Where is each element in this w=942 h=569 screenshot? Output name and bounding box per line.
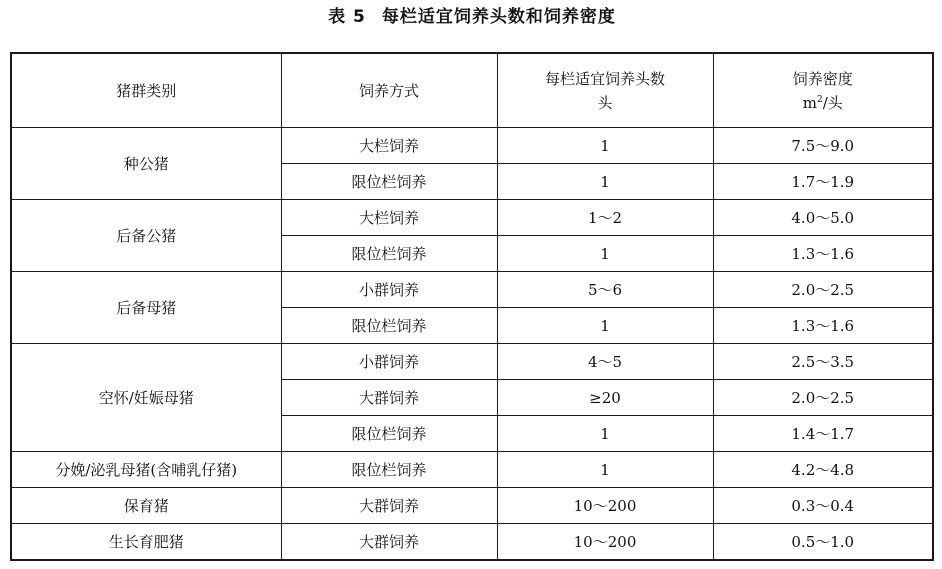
heads-cell: ≥20 [497, 380, 713, 416]
heads-cell: 1 [497, 128, 713, 164]
header-density-label: 饲养密度 [792, 69, 853, 88]
table-caption: 每栏适宜饲养头数和饲养密度 [381, 7, 616, 27]
unit-base: m [802, 93, 817, 112]
density-cell: 2.0～2.5 [713, 272, 933, 308]
method-cell: 限位栏饲养 [281, 416, 497, 452]
density-cell: 1.7～1.9 [713, 164, 933, 200]
heads-cell: 10～200 [497, 488, 713, 524]
header-row [11, 53, 933, 128]
header-method: 饲养方式 [281, 53, 497, 128]
category-cell: 分娩/泌乳母猪(含哺乳仔猪) [11, 452, 281, 488]
category-cell: 后备公猪 [11, 200, 281, 272]
method-cell: 大群饲养 [281, 380, 497, 416]
category-cell: 保育猪 [11, 488, 281, 524]
heads-cell: 5～6 [497, 272, 713, 308]
method-cell: 限位栏饲养 [281, 236, 497, 272]
density-cell: 4.0～5.0 [713, 200, 933, 236]
density-cell: 0.3～0.4 [713, 488, 933, 524]
category-cell: 空怀/妊娠母猪 [11, 344, 281, 452]
table-row [11, 128, 933, 164]
method-cell: 大栏饲养 [281, 128, 497, 164]
header-heads-label: 每栏适宜饲养头数 [544, 69, 665, 88]
density-table [10, 52, 934, 561]
method-cell: 限位栏饲养 [281, 452, 497, 488]
method-cell: 限位栏饲养 [281, 308, 497, 344]
density-cell: 2.5～3.5 [713, 344, 933, 380]
table-row [11, 272, 933, 308]
table-number: 表 5 [328, 7, 366, 27]
header-category: 猪群类别 [11, 53, 281, 128]
table-row [11, 524, 933, 561]
table-row [11, 488, 933, 524]
category-cell: 后备母猪 [11, 272, 281, 344]
density-cell: 1.3～1.6 [713, 308, 933, 344]
table-title [0, 4, 942, 30]
method-cell: 大群饲养 [281, 488, 497, 524]
table-row [11, 344, 933, 380]
method-cell: 大群饲养 [281, 524, 497, 561]
header-density [713, 53, 933, 128]
method-cell: 小群饲养 [281, 272, 497, 308]
table-body [11, 128, 933, 561]
category-cell: 生长育肥猪 [11, 524, 281, 561]
category-cell: 种公猪 [11, 128, 281, 200]
method-cell: 大栏饲养 [281, 200, 497, 236]
heads-cell: 1 [497, 452, 713, 488]
heads-cell: 4～5 [497, 344, 713, 380]
header-heads-unit: 头 [597, 93, 613, 112]
table-row [11, 452, 933, 488]
heads-cell: 1 [497, 236, 713, 272]
method-cell: 小群饲养 [281, 344, 497, 380]
density-cell: 4.2～4.8 [713, 452, 933, 488]
heads-cell: 1 [497, 416, 713, 452]
heads-cell: 10～200 [497, 524, 713, 561]
density-cell: 1.3～1.6 [713, 236, 933, 272]
density-cell: 0.5～1.0 [713, 524, 933, 561]
density-cell: 7.5～9.0 [713, 128, 933, 164]
density-cell: 2.0～2.5 [713, 380, 933, 416]
unit-exponent: 2 [816, 94, 823, 105]
heads-cell: 1 [497, 308, 713, 344]
heads-cell: 1 [497, 164, 713, 200]
unit-rest: /头 [822, 93, 843, 112]
method-cell: 限位栏饲养 [281, 164, 497, 200]
heads-cell: 1～2 [497, 200, 713, 236]
table-row [11, 200, 933, 236]
header-density-unit [714, 91, 933, 115]
density-cell: 1.4～1.7 [713, 416, 933, 452]
header-heads [497, 53, 713, 128]
